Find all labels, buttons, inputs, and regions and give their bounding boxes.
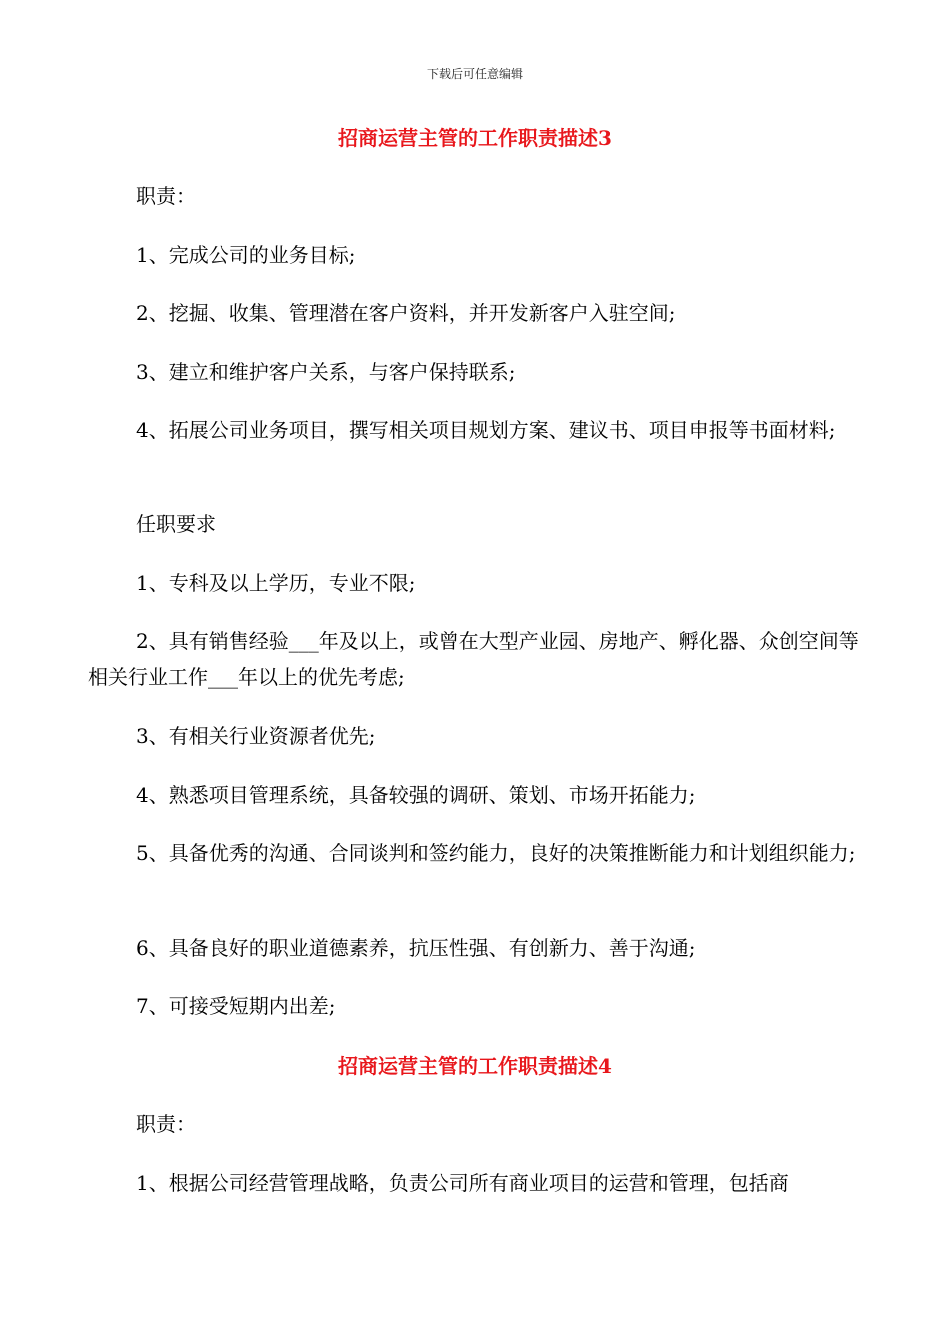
section-title-3: 招商运营主管的工作职责描述3 [338,126,612,150]
paragraph-requirement-1: 1、专科及以上学历，专业不限; [136,571,416,595]
paragraph-duty-3: 3、建立和维护客户关系，与客户保持联系; [136,360,516,384]
paragraph-requirement-2: 2、具有销售经验___年及以上，或曾在大型产业园、房地产、孵化器、众创空间等相关行业工作___年以上的优先考虑; [88,629,859,689]
paragraph-requirements-heading: 任职要求 [136,512,216,536]
paragraph-duty-4: 4、拓展公司业务项目，撰写相关项目规划方案、建议书、项目申报等书面材料; [136,418,836,442]
paragraph-duties-heading: 职责： [136,184,196,208]
paragraph-requirement-3: 3、有相关行业资源者优先; [136,724,376,748]
paragraph-requirement-6: 6、具备良好的职业道德素养，抗压性强、有创新力、善于沟通; [136,936,696,960]
paragraph-duty-4-1: 1、根据公司经营管理战略，负责公司所有商业项目的运营和管理，包括商 [136,1171,789,1195]
paragraph-duties-heading-4: 职责： [136,1112,196,1136]
paragraph-requirement-7: 7、可接受短期内出差; [136,994,336,1018]
paragraph-requirement-4: 4、熟悉项目管理系统，具备较强的调研、策划、市场开拓能力; [136,783,696,807]
paragraph-requirement-5: 5、具备优秀的沟通、合同谈判和签约能力，良好的决策推断能力和计划组织能力; [136,841,856,865]
header-note: 下载后可任意编辑 [426,67,523,81]
paragraph-duty-2: 2、挖掘、收集、管理潜在客户资料，并开发新客户入驻空间; [136,301,676,325]
section-title-4: 招商运营主管的工作职责描述4 [338,1054,612,1078]
paragraph-duty-1: 1、完成公司的业务目标; [136,243,356,267]
